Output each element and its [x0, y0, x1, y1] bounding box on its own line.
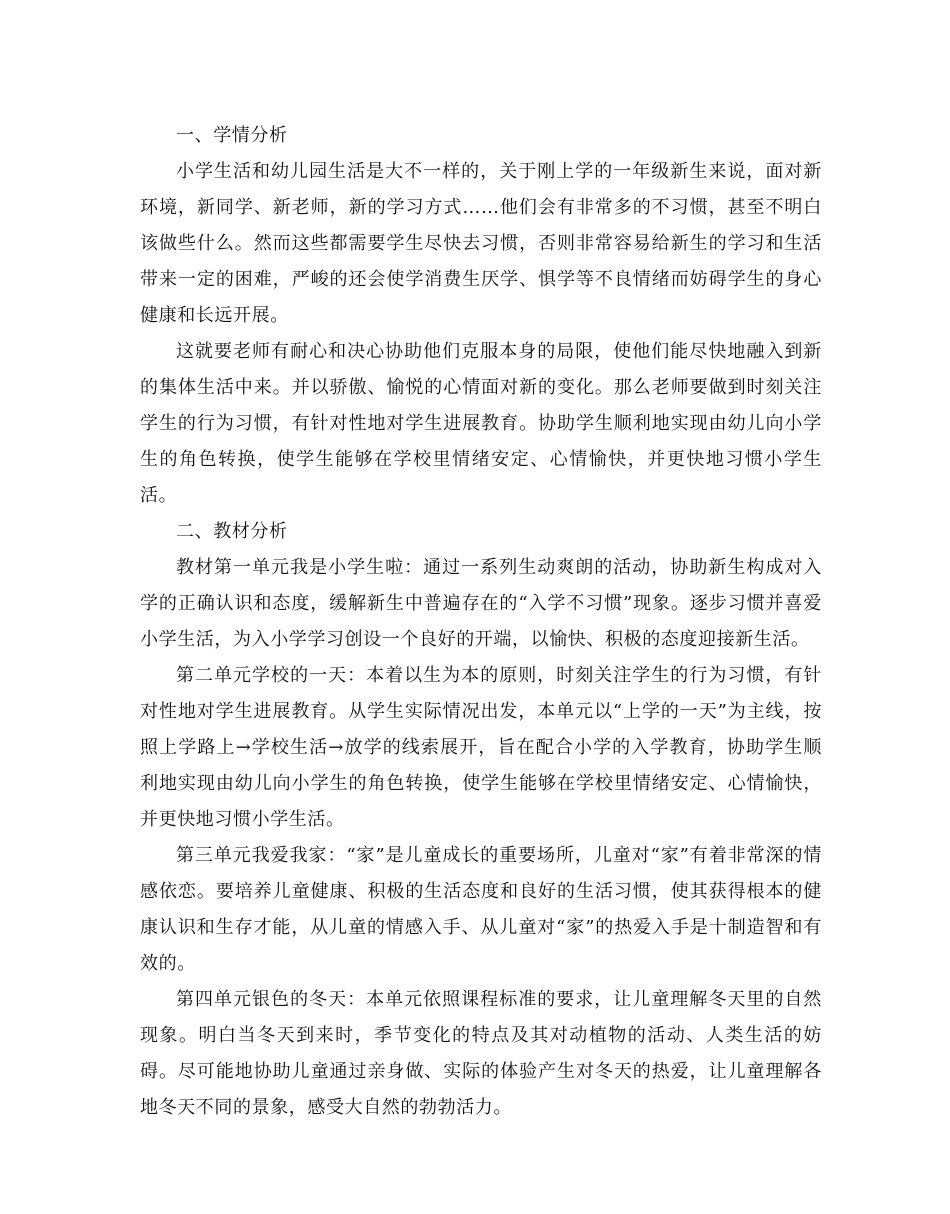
paragraph: 第二单元学校的一天：本着以生为本的原则，时刻关注学生的行为习惯，有针对性地对学生进展教育。从学生实际情况出发，本单元以“上学的一天”为主线，按照上学路上→学校生活→放学的线索展开，旨在配合小学的入学教育，协助学生顺利地实现由幼儿向小学生的角色转换，使学生能够在学校里情绪安定、心情愉快，并更快地习惯小学生活。 — [140, 665, 822, 830]
section-heading-learning-analysis: 一、学情分析 — [176, 125, 288, 146]
document-body — [140, 118, 822, 1126]
paragraph: 第四单元银色的冬天：本单元依照课程标准的要求，让儿童理解冬天里的自然现象。明白当冬天到来时，季节变化的特点及其对动植物的活动、人类生活的妨碍。尽可能地协助儿童通过亲身做、实际的体验产生对冬天的热爱，让儿童理解各地冬天不同的景象，感受大自然的勃勃活力。 — [140, 989, 822, 1118]
paragraph: 这就要老师有耐心和决心协助他们克服本身的局限，使他们能尽快地融入到新的集体生活中来。并以骄傲、愉悦的心情面对新的变化。那么老师要做到时刻关注学生的行为习惯，有针对性地对学生进展教育。协助学生顺利地实现由幼儿向小学生的角色转换，使学生能够在学校里情绪安定、心情愉快，并更快地习惯小学生活。 — [140, 341, 822, 506]
paragraph: 小学生活和幼儿园生活是大不一样的，关于刚上学的一年级新生来说，面对新环境，新同学、新老师，新的学习方式……他们会有非常多的不习惯，甚至不明白该做些什么。然而这些都需要学生尽快去习惯，否则非常容易给新生的学习和生活带来一定的困难，严峻的还会使学消费生厌学、惧学等不良情绪而妨碍学生的身心健康和长远开展。 — [140, 161, 822, 326]
paragraph: 教材第一单元我是小学生啦：通过一系列生动爽朗的活动，协助新生构成对入学的正确认识和态度，缓解新生中普遍存在的“入学不习惯”现象。逐步习惯并喜爱小学生活，为入小学学习创设一个良好的开端，以愉快、积极的态度迎接新生活。 — [140, 557, 822, 650]
section-heading-textbook-analysis: 二、教材分析 — [176, 521, 288, 542]
paragraph: 第三单元我爱我家：“家”是儿童成长的重要场所，儿童对“家”有着非常深的情感依恋。要培养儿童健康、积极的生活态度和良好的生活习惯，使其获得根本的健康认识和生存才能，从儿童的情感入手、从儿童对“家”的热爱入手是十制造智和有效的。 — [140, 845, 822, 974]
